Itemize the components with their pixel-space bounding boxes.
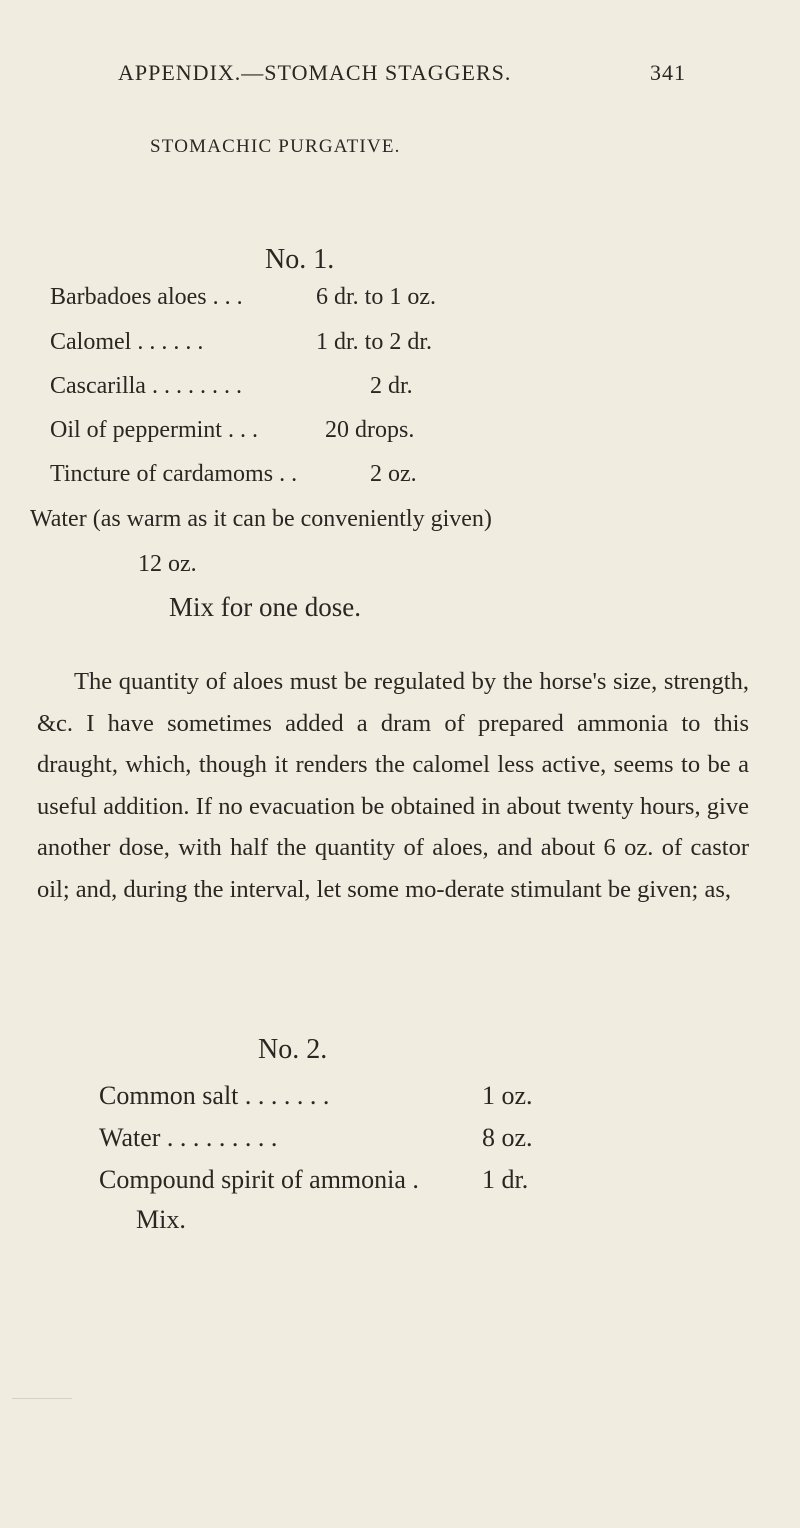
recipe-title: STOMACHIC PURGATIVE.: [150, 136, 401, 157]
ingredient-row: [50, 373, 413, 400]
ingredient-row: [99, 1123, 533, 1153]
mix-instruction: Mix.: [136, 1205, 186, 1234]
ingredient-name: Tincture of cardamoms . .: [50, 461, 298, 487]
running-title: APPENDIX.—STOMACH STAGGERS.: [118, 60, 512, 85]
ingredient-name: Oil of peppermint . . .: [50, 417, 258, 443]
recipe-number: No. 1.: [265, 244, 335, 275]
ingredient-quantity: 1 dr.: [482, 1165, 529, 1194]
ingredient-name: Compound spirit of ammonia .: [99, 1165, 419, 1194]
ingredient-name: Barbadoes aloes . . .: [50, 284, 243, 310]
paper-mark: [12, 1380, 72, 1399]
ingredient-row: [50, 284, 436, 311]
page-number: 341: [650, 60, 686, 85]
ingredient-row: [50, 417, 415, 444]
ingredient-quantity: 2 oz.: [370, 461, 417, 487]
ingredient-name: Cascarilla . . . . . . . .: [50, 373, 242, 399]
ingredient-row: [50, 461, 417, 488]
body-paragraph: [37, 661, 749, 911]
ingredient-quantity: 20 drops.: [325, 417, 415, 443]
ingredient-quantity: 1 dr. to 2 dr.: [316, 329, 433, 355]
ingredient-quantity: 6 dr. to 1 oz.: [316, 284, 436, 310]
ingredient-name: Calomel . . . . . .: [50, 329, 204, 355]
recipe-number: No. 2.: [258, 1034, 328, 1065]
ingredient-name: Water . . . . . . . . .: [99, 1123, 278, 1152]
ingredient-row: [50, 329, 433, 356]
paragraph-text: The quantity of aloes must be regulated by the horse's size, strength, &c. I have sometimes added a dram of prepared ammonia to this draught, which, though it renders the calomel less active, seems to be a useful addition. If no evacuation be obtained in about twenty hours, give another dose, with half the quantity of aloes, and about 6 oz. of castor oil; and, during the interval, let some mo-derate stimulant be given; as,: [37, 668, 749, 903]
water-quantity: 12 oz.: [138, 551, 197, 577]
ingredient-quantity: 2 dr.: [370, 373, 413, 399]
ingredient-row: [99, 1081, 533, 1111]
ingredient-row: [99, 1165, 529, 1195]
ingredient-quantity: 1 oz.: [482, 1081, 533, 1110]
ingredient-quantity: 8 oz.: [482, 1123, 533, 1152]
water-line: Water (as warm as it can be conveniently given): [30, 506, 492, 532]
ingredient-name: Common salt . . . . . . .: [99, 1081, 330, 1110]
mix-instruction: Mix for one dose.: [169, 592, 361, 622]
running-header: [118, 60, 738, 86]
